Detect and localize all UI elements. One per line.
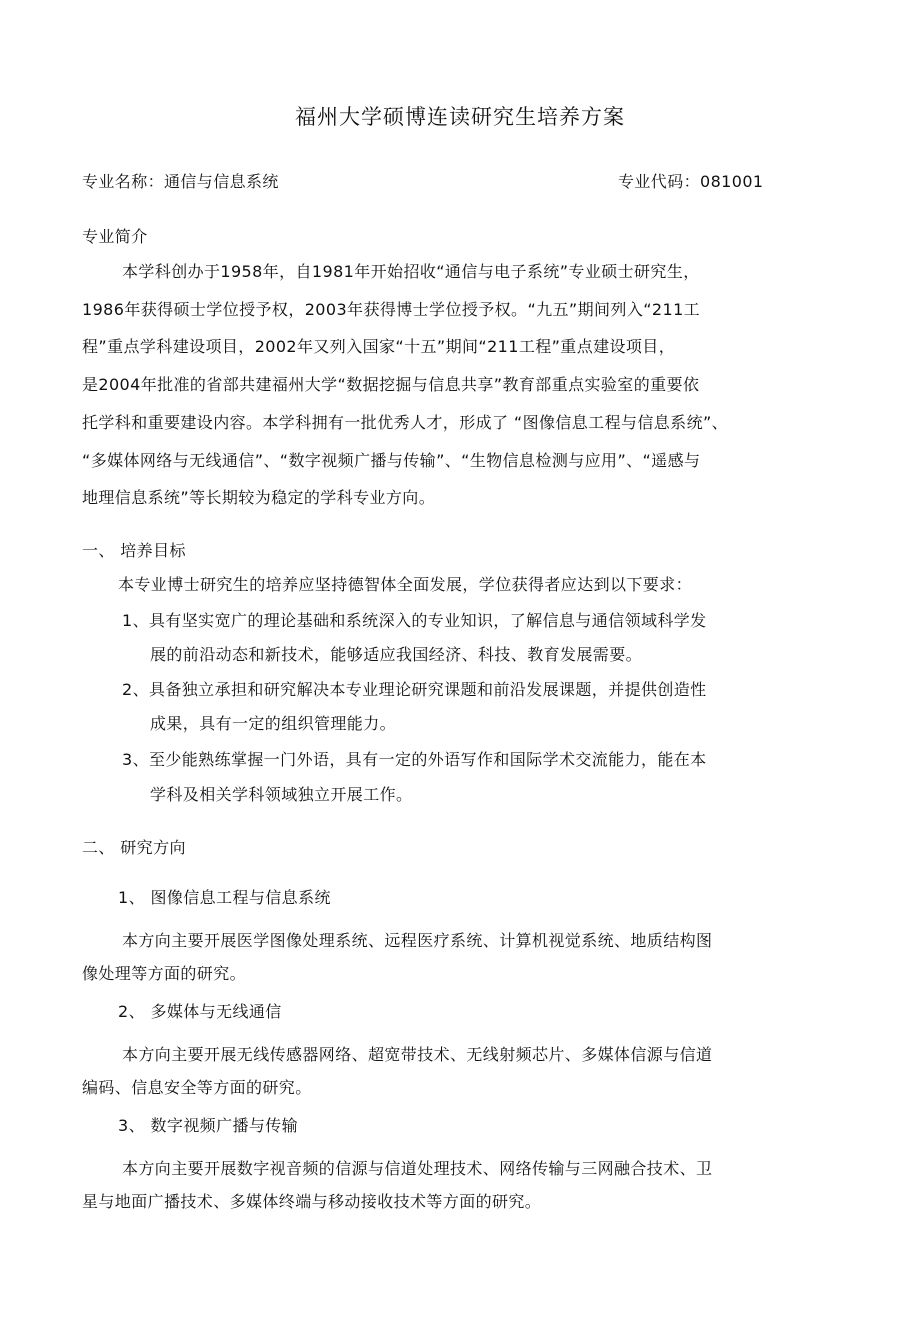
intro-line: 1986年获得硕士学位授予权，2003年获得博士学位授予权。“九五”期间列入“211工	[82, 300, 701, 319]
goal-item: 1、具有坚实宽广的理论基础和系统深入的专业知识，了解信息与通信领域科学发	[122, 611, 707, 630]
intro-line: 地理信息系统”等长期较为稳定的学科专业方向。	[82, 488, 436, 507]
direction-desc: 本方向主要开展数字视音频的信源与信道处理技术、网络传输与三网融合技术、卫	[122, 1159, 713, 1178]
directions-heading: 二、 研究方向	[82, 838, 186, 857]
direction-desc: 像处理等方面的研究。	[82, 964, 247, 983]
major-code: 专业代码：081001	[618, 172, 764, 191]
page-title: 福州大学硕博连读研究生培养方案	[295, 105, 625, 129]
direction-desc: 编码、信息安全等方面的研究。	[82, 1078, 312, 1097]
goals-intro: 本专业博士研究生的培养应坚持德智体全面发展，学位获得者应达到以下要求：	[118, 575, 693, 594]
direction-desc: 本方向主要开展医学图像处理系统、远程医疗系统、计算机视觉系统、地质结构图	[122, 931, 713, 950]
goal-item-continued: 学科及相关学科领域独立开展工作。	[150, 785, 413, 804]
intro-heading: 专业简介	[82, 227, 148, 246]
direction-title: 3、 数字视频广播与传输	[118, 1116, 299, 1135]
major-name: 专业名称：通信与信息系统	[82, 172, 279, 191]
goal-item-continued: 展的前沿动态和新技术，能够适应我国经济、科技、教育发展需要。	[150, 645, 643, 664]
intro-line: 程”重点学科建设项目，2002年又列入国家“十五”期间“211工程”重点建设项目，	[82, 337, 676, 356]
goal-item: 2、具备独立承担和研究解决本专业理论研究课题和前沿发展课题，并提供创造性	[122, 680, 707, 699]
goal-item-continued: 成果，具有一定的组织管理能力。	[150, 714, 397, 733]
direction-desc: 星与地面广播技术、多媒体终端与移动接收技术等方面的研究。	[82, 1192, 542, 1211]
intro-line: “多媒体网络与无线通信”、“数字视频广播与传输”、“生物信息检测与应用”、“遥感与	[82, 451, 701, 470]
intro-line: 是2004年批准的省部共建福州大学“数据挖掘与信息共享”教育部重点实验室的重要依	[82, 375, 700, 394]
direction-desc: 本方向主要开展无线传感器网络、超宽带技术、无线射频芯片、多媒体信源与信道	[122, 1045, 713, 1064]
intro-line: 托学科和重要建设内容。本学科拥有一批优秀人才，形成了 “图像信息工程与信息系统”、	[82, 413, 729, 432]
direction-title: 2、 多媒体与无线通信	[118, 1002, 282, 1021]
intro-line: 本学科创办于1958年，自1981年开始招收“通信与电子系统”专业硕士研究生，	[122, 262, 700, 281]
goals-heading: 一、 培养目标	[82, 541, 186, 560]
goal-item: 3、至少能熟练掌握一门外语，具有一定的外语写作和国际学术交流能力，能在本	[122, 750, 707, 769]
direction-title: 1、 图像信息工程与信息系统	[118, 888, 331, 907]
